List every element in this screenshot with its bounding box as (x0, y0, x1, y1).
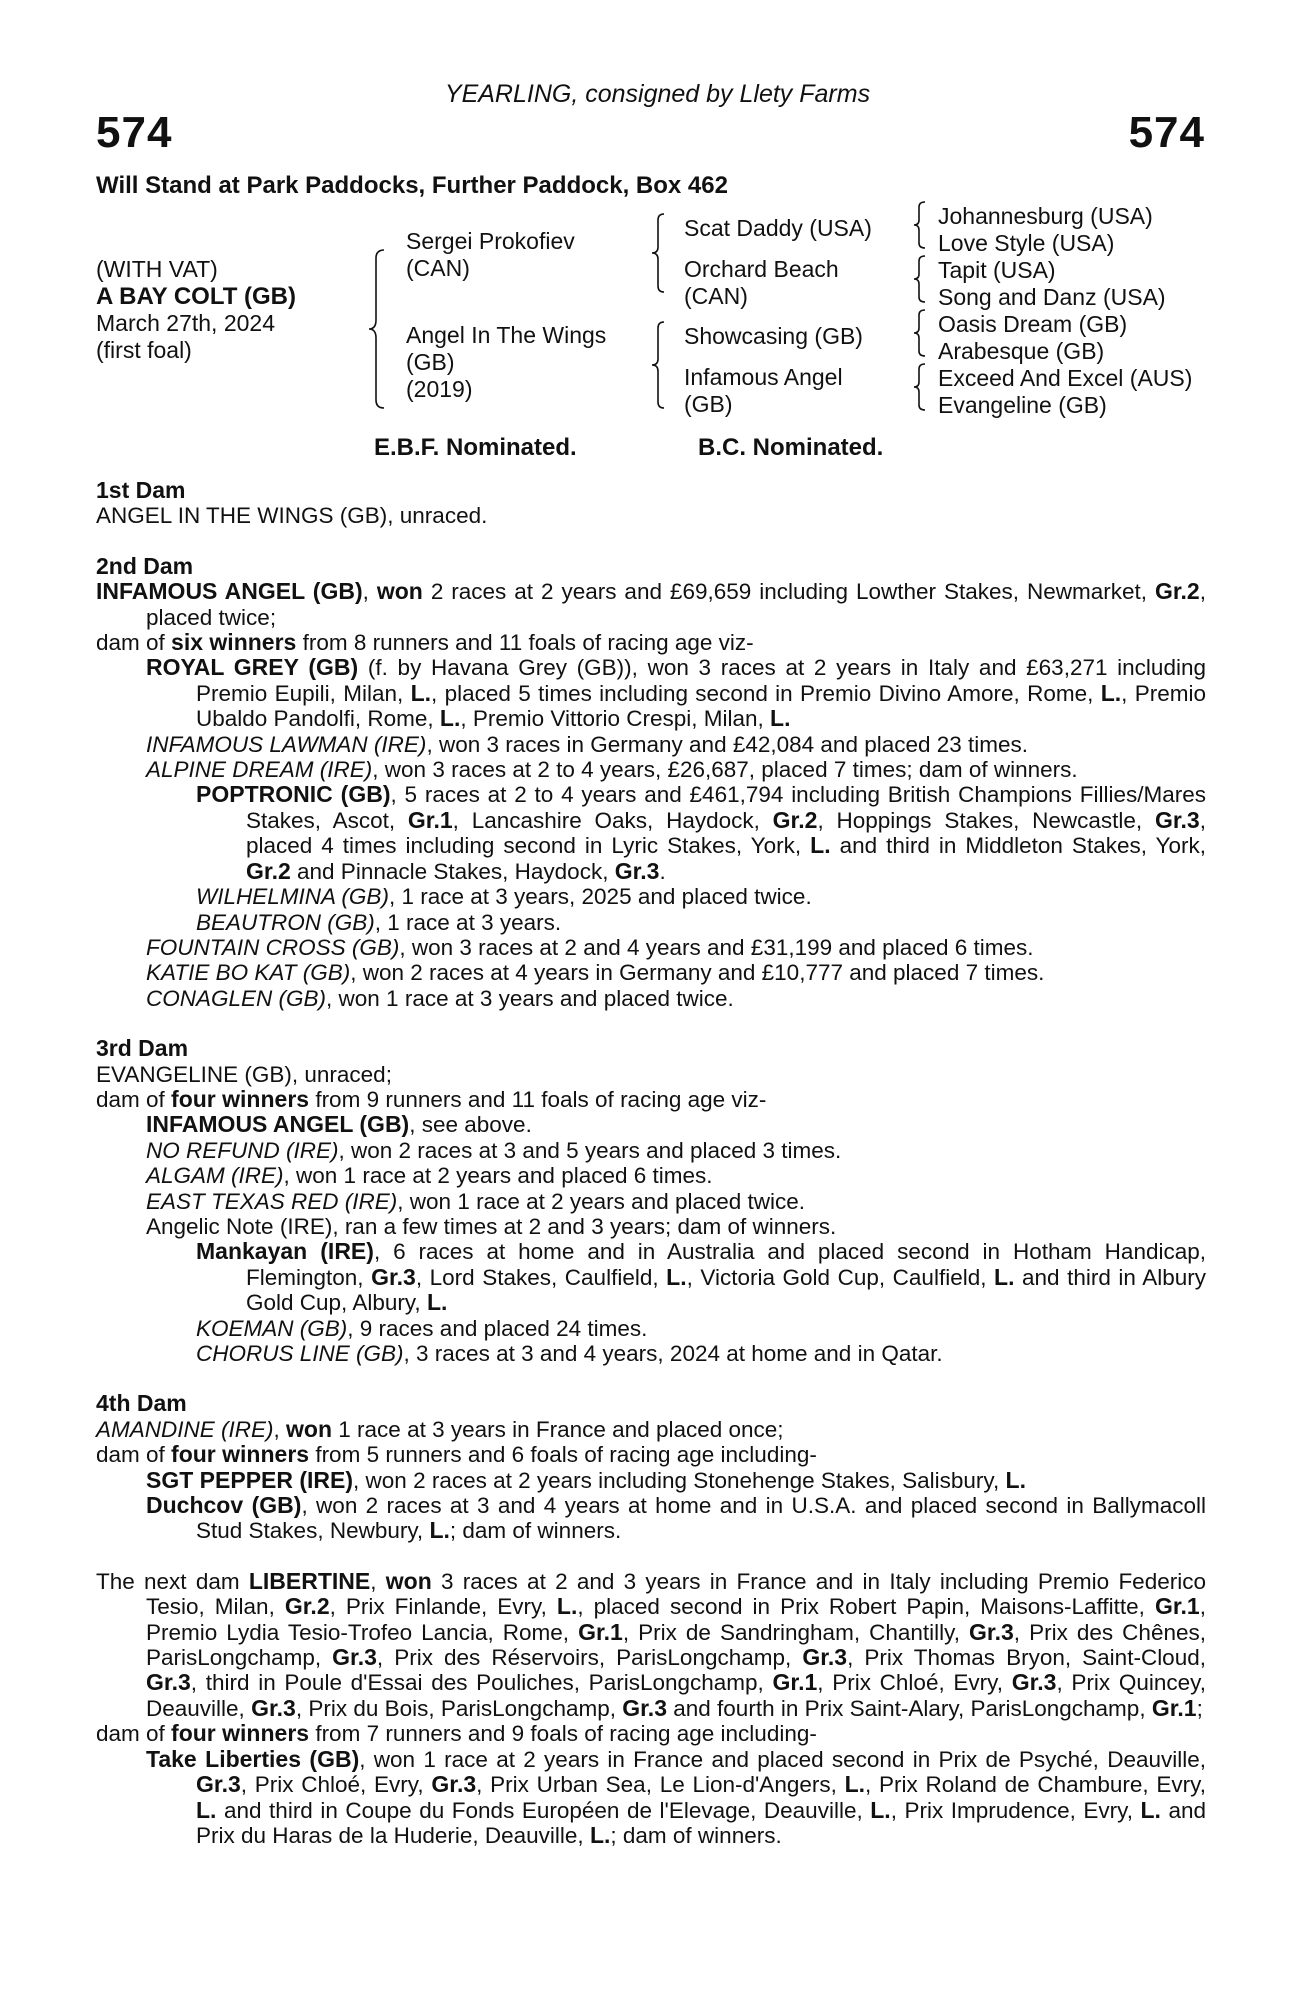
stand-location: Will Stand at Park Paddocks, Further Paddock, Box 462 (96, 172, 728, 199)
pedigree-brace-main (366, 248, 390, 410)
dam-dam (684, 364, 843, 418)
dam-dam-name: Infamous Angel (684, 364, 843, 390)
entry-conaglen: CONAGLEN (GB), won 1 race at 3 years and placed twice. (146, 985, 734, 1011)
horse-name: A BAY COLT (GB) (96, 283, 297, 310)
third-dam-entry: EVANGELINE (GB), unraced; (96, 1061, 392, 1087)
dam-name: Angel In The Wings (406, 322, 607, 348)
bc-nomination: B.C. Nominated. (698, 434, 884, 461)
entry-wilhelmina: WILHELMINA (GB), 1 race at 3 years, 2025 and placed twice. (196, 884, 812, 910)
third-dam-produce: dam of four winners from 9 runners and 11 foals of racing age viz- (96, 1085, 767, 1112)
entry-angelic-note: Angelic Note (IRE), ran a few times at 2 and 3 years; dam of winners. (146, 1213, 837, 1239)
ped-ssd: Love Style (USA) (938, 230, 1115, 256)
first-dam-text: ANGEL IN THE WINGS (GB), unraced. (96, 503, 488, 529)
second-dam-produce: dam of six winners from 8 runners and 11 foals of racing age viz- (96, 629, 754, 656)
consignor-header: YEARLING, consigned by Llety Farms (444, 80, 871, 108)
entry-koeman: KOEMAN (GB), 9 races and placed 24 times. (196, 1315, 648, 1341)
entry-chorus-line: CHORUS LINE (GB), 3 races at 3 and 4 years, 2024 at home and in Qatar. (196, 1341, 943, 1366)
entry-beautron: BEAUTRON (GB), 1 race at 3 years. (196, 909, 562, 935)
ped-dsd: Arabesque (GB) (938, 338, 1105, 364)
birth-date: March 27th, 2024 (96, 310, 276, 336)
pedigree-brace-sire (649, 212, 669, 294)
lot-number-left: 574 (96, 108, 173, 157)
second-dam-entry: INFAMOUS ANGEL (GB), won 2 races at 2 years and £69,659 including Lowther Stakes, Newmarket, Gr.2, placed twice; (96, 578, 1206, 630)
entry-infamous-angel-ref: INFAMOUS ANGEL (GB), see above. (146, 1111, 532, 1138)
sire-dam-country: (CAN) (684, 283, 748, 309)
sire-country: (CAN) (406, 255, 470, 281)
entry-algam: ALGAM (IRE), won 1 race at 2 years and placed 6 times. (146, 1163, 713, 1189)
sire (406, 228, 575, 282)
lot-number-right: 574 (1128, 108, 1205, 157)
entry-poptronic: POPTRONIC (GB), 5 races at 2 to 4 years and £461,794 including British Champions Fillies/Mares Stakes, Ascot, Gr.1, Lancashire Oaks, Haydock, Gr.2, Hoppings Stakes, Newcastle, Gr.3, placed 4 times including second in Lyric Stakes, York, L. and third in Middleton Stakes, York, Gr.2 and Pinnacle Stakes, Haydock, Gr.3. (196, 781, 1207, 884)
next-dam-produce: dam of four winners from 7 runners and 9 foals of racing age including- (96, 1720, 817, 1747)
sire-dam-name: Orchard Beach (684, 256, 839, 282)
first-dam-heading: 1st Dam (96, 477, 186, 503)
entry-take-liberties: Take Liberties (GB), won 1 race at 2 years in France and placed second in Prix de Psyché, Deauville, Gr.3, Prix Chloé, Evry, Gr.3, Prix Urban Sea, Le Lion-d'Angers, L., Prix Roland de Chambure, Evry, L. and third in Coupe du Fonds Européen de l'Elevage, Deauville, L., Prix Imprudence, Evry, L. and Prix du Haras de la Huderie, Deauville, L.; dam of winners. (146, 1745, 1207, 1848)
ped-ddd: Evangeline (GB) (938, 392, 1107, 418)
pedigree-brace-dd (911, 362, 929, 412)
sire-sire: Scat Daddy (USA) (684, 215, 872, 241)
entry-east-texas-red: EAST TEXAS RED (IRE), won 1 race at 2 years and placed twice. (146, 1188, 806, 1214)
fourth-dam-produce: dam of four winners from 5 runners and 6 foals of racing age including- (96, 1441, 817, 1468)
ped-sdd: Song and Danz (USA) (938, 284, 1166, 310)
entry-katie-bo-kat: KATIE BO KAT (GB), won 2 races at 4 years in Germany and £10,777 and placed 7 times. (146, 960, 1045, 986)
pedigree-brace-dam (649, 320, 669, 410)
dam (406, 322, 606, 403)
dam-country: (GB) (406, 349, 455, 375)
sire-name: Sergei Prokofiev (406, 228, 575, 254)
horse-infamous-angel: INFAMOUS ANGEL (GB) (96, 578, 363, 605)
entry-duchcov: Duchcov (GB), won 2 races at 3 and 4 years at home and in U.S.A. and placed second in Ballymacoll Stud Stakes, Newbury, L.; dam of winners. (146, 1492, 1207, 1544)
entry-royal-grey: ROYAL GREY (GB) (f. by Havana Grey (GB)), won 3 races at 2 years in Italy and £63,271 including Premio Eupili, Milan, L., placed 5 times including second in Premio Divino Amore, Rome, L., Premio Ubaldo Pandolfi, Rome, L., Premio Vittorio Crespi, Milan, L. (146, 654, 1206, 732)
pedigree-brace-sd (911, 254, 929, 304)
vat-note: (WITH VAT) (96, 256, 218, 282)
fourth-dam-heading: 4th Dam (96, 1390, 187, 1417)
ped-sss: Johannesburg (USA) (938, 203, 1153, 229)
entry-infamous-lawman: INFAMOUS LAWMAN (IRE), won 3 races in Germany and £42,084 and placed 23 times. (146, 731, 1029, 757)
second-dam-heading: 2nd Dam (96, 552, 194, 579)
dam-dam-country: (GB) (684, 391, 733, 417)
sire-dam (684, 256, 839, 310)
fourth-dam-entry: AMANDINE (IRE), won 1 race at 3 years in France and placed once; (96, 1415, 784, 1442)
entry-no-refund: NO REFUND (IRE), won 2 races at 3 and 5 years and placed 3 times. (146, 1137, 842, 1163)
ebf-nomination: E.B.F. Nominated. (374, 434, 577, 461)
third-dam-heading: 3rd Dam (96, 1035, 189, 1062)
entry-alpine-dream: ALPINE DREAM (IRE), won 3 races at 2 to 4 years, £26,687, placed 7 times; dam of winners. (146, 757, 1078, 783)
pedigree-brace-ds (911, 308, 929, 358)
pedigree-brace-ss (911, 200, 929, 250)
dam-year: (2019) (406, 376, 473, 402)
ped-sds: Tapit (USA) (938, 257, 1056, 283)
next-dam-entry: The next dam LIBERTINE, won 3 races at 2 and 3 years in France and in Italy including Premio Federico Tesio, Milan, Gr.2, Prix Finlande, Evry, L., placed second in Prix Robert Papin, Maisons-Laffitte, Gr.1, Premio Lydia Tesio-Trofeo Lancia, Rome, Gr.1, Prix de Sandringham, Chantilly, Gr.3, Prix des Chênes, ParisLongchamp, Gr.3, Prix des Réservoirs, ParisLongchamp, Gr.3, Prix Thomas Bryon, Saint-Cloud, Gr.3, third in Poule d'Essai des Pouliches, ParisLongchamp, Gr.1, Prix Chloé, Evry, Gr.3, Prix Quincey, Deauville, Gr.3, Prix du Bois, ParisLongchamp, Gr.3 and fourth in Prix Saint-Alary, ParisLongchamp, Gr.1; (96, 1567, 1206, 1721)
entry-sgt-pepper: SGT PEPPER (IRE), won 2 races at 2 years including Stonehenge Stakes, Salisbury, L. (146, 1466, 1026, 1493)
dam-sire: Showcasing (GB) (684, 323, 863, 349)
entry-fountain-cross: FOUNTAIN CROSS (GB), won 3 races at 2 and 4 years and £31,199 and placed 6 times. (146, 934, 1034, 960)
entry-mankayan: Mankayan (IRE), 6 races at home and in Australia and placed second in Hotham Handicap, Flemington, Gr.3, Lord Stakes, Caulfield, L., Victoria Gold Cup, Caulfield, L. and third in Albury Gold Cup, Albury, L. (196, 1238, 1206, 1316)
catalogue-body (96, 478, 1206, 1848)
horse-identity (96, 256, 296, 364)
ped-dds: Exceed And Excel (AUS) (938, 365, 1193, 391)
foal-note: (first foal) (96, 337, 192, 363)
ped-dss: Oasis Dream (GB) (938, 311, 1128, 337)
